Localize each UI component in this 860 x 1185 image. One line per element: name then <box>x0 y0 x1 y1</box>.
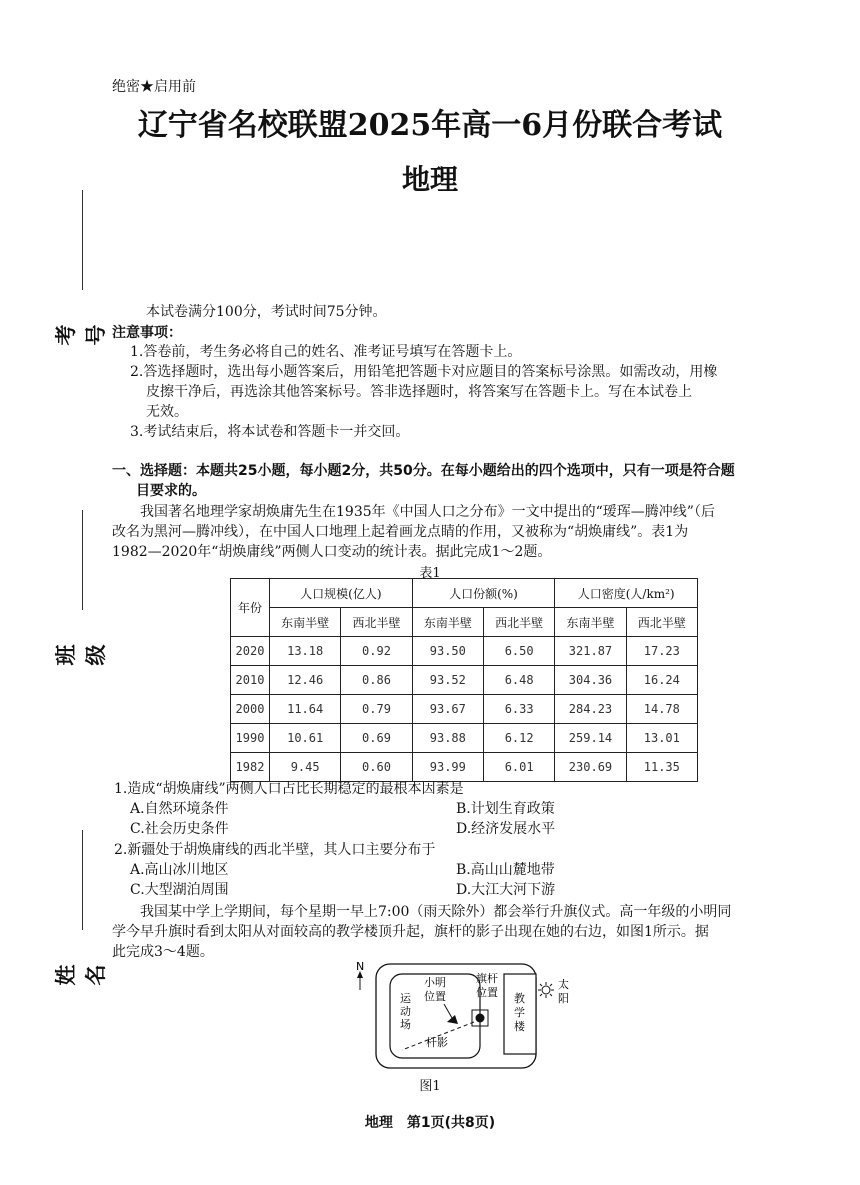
playground-label: 场 <box>400 1018 411 1031</box>
option-d: D.大江大河下游 <box>456 882 556 898</box>
table-cell: 10.61 <box>270 724 341 753</box>
playground-label: 动 <box>400 1005 411 1018</box>
table-cell: 230.69 <box>555 753 626 782</box>
table-cell: 11.64 <box>270 695 341 724</box>
sub-header: 东南半壁 <box>555 608 626 637</box>
building-label: 教 <box>514 992 525 1005</box>
intro-text: 本试卷满分100分，考试时间75分钟。 <box>146 304 387 320</box>
question-1-stem: 1.造成“胡焕庸线”两侧人口占比长期稳定的最根本因素是 <box>114 781 464 797</box>
name-line <box>82 830 83 930</box>
option-a: A.高山冰川地区 <box>130 862 229 878</box>
table-cell: 9.45 <box>270 753 341 782</box>
option-d: D.经济发展水平 <box>456 821 556 837</box>
table-cell: 6.33 <box>483 695 554 724</box>
sun-label: 阳 <box>558 992 569 1005</box>
option-a: A.自然环境条件 <box>130 801 229 817</box>
table-cell: 304.36 <box>555 666 626 695</box>
table-cell: 0.69 <box>341 724 412 753</box>
table-cell: 93.88 <box>412 724 483 753</box>
table-cell: 17.23 <box>626 637 697 666</box>
table-cell: 93.67 <box>412 695 483 724</box>
note-item: 3.考试结束后，将本试卷和答题卡一并交回。 <box>130 424 410 440</box>
sub-header: 东南半壁 <box>270 608 341 637</box>
note-item: 1.答卷前，考生务必将自己的姓名、准考证号填写在答题卡上。 <box>130 344 522 360</box>
table-cell: 14.78 <box>626 695 697 724</box>
xiaoming-label: 小明 <box>424 976 446 989</box>
class-label: 班级 <box>54 644 108 666</box>
cell-year: 1990 <box>231 724 270 753</box>
note-item: 无效。 <box>146 404 188 420</box>
table-cell: 0.92 <box>341 637 412 666</box>
group-header: 人口规模(亿人) <box>270 579 413 608</box>
shadow-label: 杆影 <box>426 1036 448 1049</box>
table-row <box>231 695 698 724</box>
exam-title: 辽宁省名校联盟2025年高一6月份联合考试 <box>137 108 723 143</box>
table-row <box>231 753 698 782</box>
flagpole-marker <box>476 1014 485 1023</box>
table-cell: 93.50 <box>412 637 483 666</box>
page-footer: 地理 第1页(共8页) <box>364 1115 496 1131</box>
table-cell: 321.87 <box>555 637 626 666</box>
option-c: C.大型湖泊周围 <box>130 882 229 898</box>
table-row <box>231 637 698 666</box>
cell-year: 2020 <box>231 637 270 666</box>
north-label: N <box>356 960 365 973</box>
passage-line: 我国著名地理学家胡焕庸先生在1935年《中国人口之分布》一文中提出的“瑷珲—腾冲线”（后 <box>140 504 715 520</box>
table-cell: 259.14 <box>555 724 626 753</box>
cell-year: 2010 <box>231 666 270 695</box>
name-label: 姓名 <box>54 964 108 986</box>
table-cell: 284.23 <box>555 695 626 724</box>
table-caption: 表1 <box>419 566 441 581</box>
sub-header: 西北半壁 <box>626 608 697 637</box>
passage-line: 此完成3～4题。 <box>112 944 214 960</box>
table-cell: 0.60 <box>341 753 412 782</box>
table-cell: 13.01 <box>626 724 697 753</box>
cell-year: 2000 <box>231 695 270 724</box>
sun-icon <box>538 982 554 998</box>
passage-line: 学今早升旗时看到太阳从对面较高的教学楼顶升起，旗杆的影子出现在她的右边，如图1所示。据 <box>112 924 709 940</box>
question-2-stem: 2.新疆处于胡焕庸线的西北半壁，其人口主要分布于 <box>114 842 436 858</box>
population-table <box>230 578 698 782</box>
xiaoming-marker <box>447 1015 458 1024</box>
table-cell: 6.01 <box>483 753 554 782</box>
flagpole-label: 位置 <box>476 986 498 999</box>
confidential-label: 绝密★启用前 <box>112 79 196 95</box>
sub-header: 西北半壁 <box>341 608 412 637</box>
passage-line: 改名为黑河—腾冲线），在中国人口地理上起着画龙点睛的作用，又被称为“胡焕庸线”。表1为 <box>112 524 689 540</box>
passage-line: 我国某中学上学期间，每个星期一早上7:00（雨天除外）都会举行升旗仪式。高一年级的小明同 <box>140 904 732 920</box>
sub-header: 东南半壁 <box>412 608 483 637</box>
note-item: 2.答选择题时，选出每小题答案后，用铅笔把答题卡对应题目的答案标号涂黑。如需改动，用橡 <box>130 364 718 380</box>
building-label: 楼 <box>514 1020 525 1033</box>
year-header: 年份 <box>231 579 270 637</box>
option-b: B.计划生育政策 <box>456 801 555 817</box>
xiaoming-label: 位置 <box>424 990 446 1003</box>
figure-caption: 图1 <box>419 1079 441 1094</box>
xiaoming-pointer <box>444 1004 452 1018</box>
subject-title: 地理 <box>401 163 458 196</box>
building-label: 学 <box>514 1006 525 1019</box>
table-cell: 0.79 <box>341 695 412 724</box>
table-cell: 12.46 <box>270 666 341 695</box>
playground-label: 运 <box>400 992 411 1005</box>
sub-header: 西北半壁 <box>483 608 554 637</box>
notes-title: 注意事项： <box>112 325 182 341</box>
table-row <box>231 666 698 695</box>
group-header: 人口份额(%) <box>412 579 555 608</box>
figure-1-diagram <box>350 960 600 1075</box>
table-cell: 6.12 <box>483 724 554 753</box>
sun-label: 太 <box>558 978 569 991</box>
table-cell: 6.50 <box>483 637 554 666</box>
table-cell: 11.35 <box>626 753 697 782</box>
table-row <box>231 724 698 753</box>
table-cell: 16.24 <box>626 666 697 695</box>
section-line: 目要求的。 <box>136 483 206 499</box>
option-c: C.社会历史条件 <box>130 821 229 837</box>
table-cell: 93.52 <box>412 666 483 695</box>
section-line: 一、选择题：本题共25小题，每小题2分，共50分。在每小题给出的四个选项中，只有一项是符合题 <box>112 463 735 479</box>
group-header: 人口密度(人/km²) <box>555 579 698 608</box>
exam-no-line <box>82 190 83 290</box>
cell-year: 1982 <box>231 753 270 782</box>
table-cell: 0.86 <box>341 666 412 695</box>
class-line <box>82 510 83 610</box>
table-cell: 93.99 <box>412 753 483 782</box>
table-cell: 6.48 <box>483 666 554 695</box>
option-b: B.高山山麓地带 <box>456 862 555 878</box>
flagpole-label: 旗杆 <box>476 972 498 985</box>
passage-line: 1982—2020年“胡焕庸线”两侧人口变动的统计表。据此完成1～2题。 <box>112 544 552 560</box>
exam-no-label: 考号 <box>54 324 108 346</box>
table-cell: 13.18 <box>270 637 341 666</box>
note-item: 皮擦干净后，再选涂其他答案标号。答非选择题时，将答案写在答题卡上。写在本试卷上 <box>146 384 692 400</box>
section-heading <box>112 461 822 501</box>
